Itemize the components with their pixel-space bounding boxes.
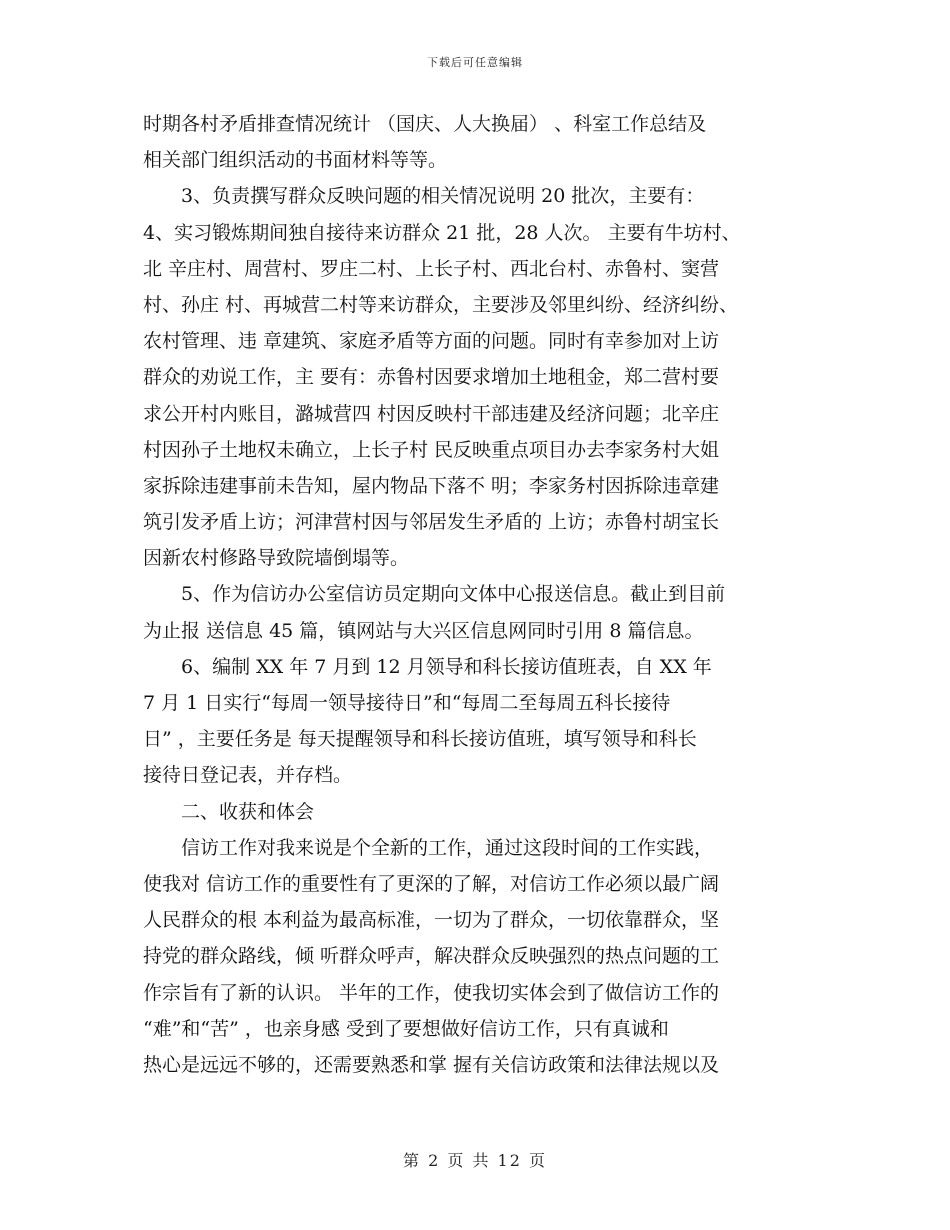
text-line: 求公开村内账目，潞城营四 村因反映村干部违建及经济问题；北辛庄 bbox=[143, 402, 720, 425]
text-line: 村因孙子土地权未确立，上长子村 民反映重点项目办去李家务村大姐 bbox=[143, 438, 720, 461]
text-line: 6、编制 XX 年 7 月到 12 月领导和科长接访值班表，自 XX 年 bbox=[143, 655, 712, 678]
text-line: 日” ，主要任务是 每天提醒领导和科长接访值班，填写领导和科长 bbox=[143, 728, 697, 751]
text-line: 因新农村修路导致院墙倒塌等。 bbox=[143, 547, 410, 570]
text-line: 3、负责撰写群众反映问题的相关情况说明 20 批次，主要有： bbox=[143, 185, 705, 208]
text-line: 农村管理、违 章建筑、家庭矛盾等方面的问题。同时有幸参加对上访 bbox=[143, 330, 720, 353]
text-line: 筑引发矛盾上访；河津营村因与邻居发生矛盾的 上访；赤鲁村胡宝长 bbox=[143, 511, 720, 534]
text-line: 人民群众的根 本利益为最高标准，一切为了群众，一切依靠群众，坚 bbox=[143, 909, 720, 932]
text-line: 二、收获和体会 bbox=[143, 800, 315, 823]
text-line: 使我对 信访工作的重要性有了更深的了解，对信访工作必须以最广阔 bbox=[143, 872, 720, 895]
page-footer: 第 2 页 共 12 页 bbox=[403, 1151, 547, 1170]
text-line: 信访工作对我来说是个全新的工作，通过这段时间的工作实践， bbox=[143, 836, 714, 859]
text-line: 4、实习锻炼期间独自接待来访群众 21 批，28 人次。 主要有牛坊村、 bbox=[143, 221, 741, 244]
text-line: 相关部门组织活动的书面材料等等。 bbox=[143, 149, 448, 172]
text-line: 热心是远远不够的，还需要熟悉和掌 握有关信访政策和法律法规以及 bbox=[143, 1053, 720, 1076]
text-line: 北 辛庄村、周营村、罗庄二村、上长子村、西北台村、赤鲁村、窦营 bbox=[143, 257, 720, 280]
text-line: 为止报 送信息 45 篇，镇网站与大兴区信息网同时引用 8 篇信息。 bbox=[143, 619, 704, 642]
text-line: 作宗旨有了新的认识。 半年的工作，使我切实体会到了做信访工作的 bbox=[143, 981, 720, 1004]
text-line: 5、作为信访办公室信访员定期向文体中心报送信息。截止到目前 bbox=[143, 583, 726, 606]
text-line: 7 月 1 日实行“每周一领导接待日”和“每周二至每周五科长接待 bbox=[143, 692, 671, 714]
text-line: 时期各村矛盾排查情况统计 （国庆、人大换届） 、科室工作总结及 bbox=[143, 113, 707, 135]
page-header: 下载后可任意编辑 bbox=[427, 56, 523, 69]
text-line: 村、孙庄 村、再城营二村等来访群众，主要涉及邻里纠纷、经济纠纷、 bbox=[143, 293, 739, 316]
text-line: 群众的劝说工作，主 要有：赤鲁村因要求增加土地租金，郑二营村要 bbox=[143, 366, 720, 389]
text-line: 家拆除违建事前未告知，屋内物品下落不 明；李家务村因拆除违章建 bbox=[143, 474, 720, 497]
text-line: “难”和“苦” ，也亲身感 受到了要想做好信访工作，只有真诚和 bbox=[143, 1017, 669, 1040]
document-body bbox=[143, 106, 833, 1083]
text-line: 接待日登记表，并存档。 bbox=[143, 764, 353, 787]
text-line: 持党的群众路线，倾 听群众呼声，解决群众反映强烈的热点问题的工 bbox=[143, 945, 720, 968]
